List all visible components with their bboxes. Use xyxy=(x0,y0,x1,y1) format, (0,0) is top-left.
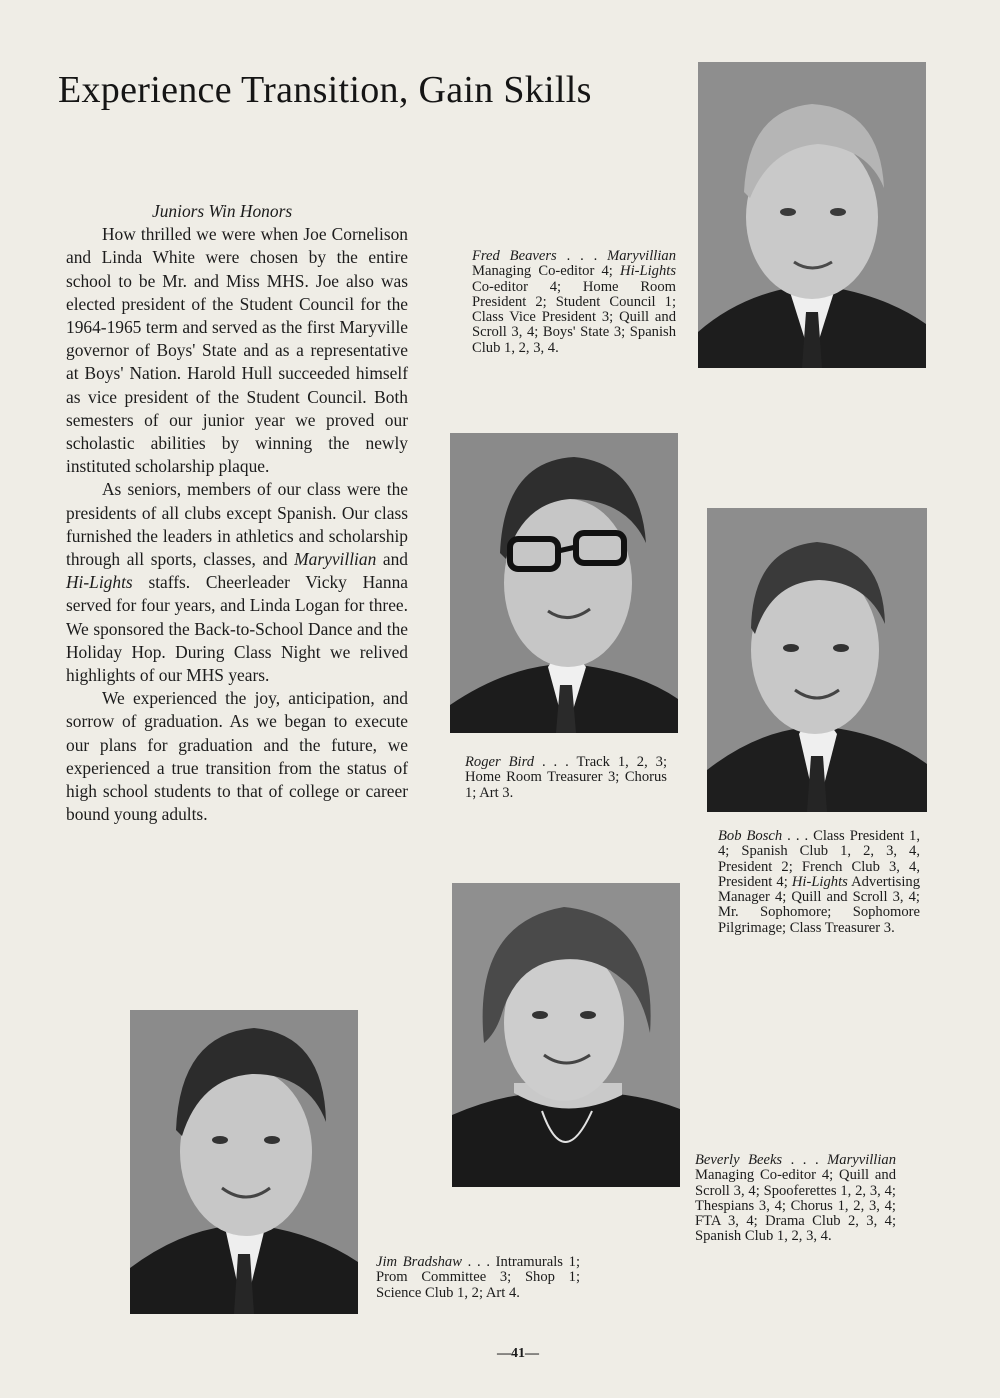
portrait-photo-beverly-beeks xyxy=(452,883,680,1187)
caption-fred-beavers xyxy=(472,249,676,356)
caption-text: Co-editor 4; Home Room President 2; Student Council 1; Class Vice President 3; Quill and Scroll 3, 4; Boys' State 3; Spanish Club 1, 2, 3, 4. xyxy=(472,278,676,356)
section-subtitle: Juniors Win Honors xyxy=(152,201,293,221)
student-name: Bob Bosch xyxy=(718,828,783,844)
portrait-photo-fred-beavers xyxy=(698,62,926,368)
caption-beverly-beeks xyxy=(695,1153,896,1245)
caption-roger-bird xyxy=(465,755,667,801)
caption-text: Managing Co-editor 4; Quill and Scroll 3, 4; Spooferettes 1, 2, 3, 4; Thespians 3, 4; Chorus 1, 2, 3, 4; FTA 3, 4; Drama Club 2, 3, 4; Spanish Club 1, 2, 3, 4. xyxy=(695,1167,896,1245)
student-name: Beverly Beeks xyxy=(695,1152,783,1168)
paragraph-3-text: We experienced the joy, anticipation, and sorrow of graduation. As we began to execute our plans for graduation and the future, we experienced a true transition from the status of high school students to that of college or career bound young adults. xyxy=(66,688,408,825)
caption-text: . . . Intramurals 1; Prom Committee 3; Shop 1; Science Club 1, 2; Art 4. xyxy=(376,1254,580,1301)
publication-name: Maryvillian xyxy=(827,1152,897,1168)
caption-text: . . . xyxy=(782,1152,828,1168)
caption-text: Advertising Manager 4; Quill and Scroll 3, 4; Mr. Sophomore; Sophomore Pilgrimage; Class Treasurer 3. xyxy=(718,873,921,936)
paragraph-1 xyxy=(66,223,408,478)
student-name: Fred Beavers xyxy=(472,248,557,264)
paragraph-2-text-c: staffs. Cheerleader Vicky Hanna served for four years, and Linda Logan for three. We sponsored the Back-to-School Dance and the Holiday Hop. During Class Night we relived highlights of our MHS years. xyxy=(66,572,408,686)
publication-name: Hi-Lights xyxy=(66,572,133,593)
student-name: Roger Bird xyxy=(465,754,535,770)
portrait-photo-jim-bradshaw xyxy=(130,1010,358,1314)
publication-name: Maryvillian xyxy=(294,549,377,570)
page-title: Experience Transition, Gain Skills xyxy=(58,69,592,111)
portrait-photo-bob-bosch xyxy=(707,508,927,812)
caption-text: Managing Co-editor 4; xyxy=(472,263,621,280)
paragraph-1-text: How thrilled we were when Joe Cornelison and Linda White were chosen by the entire school to be Mr. and Miss MHS. Joe also was elected president of the Student Council for the 1964-1965 term and served as the first Maryville governor of Boys' State and as a representative at Boys' Nation. Harold Hull succeeded himself as vice president of the Student Council. Both semesters of our junior year we proved our scholastic abilities by winning the newly instituted scholarship plaque. xyxy=(66,224,408,477)
caption-jim-bradshaw xyxy=(376,1255,580,1301)
page-number: —41— xyxy=(497,1346,539,1361)
student-name: Jim Bradshaw xyxy=(376,1254,462,1270)
paragraph-2-text-b: and xyxy=(376,549,408,570)
publication-name: Maryvillian xyxy=(607,248,676,264)
paragraph-2-text-a: As seniors, members of our class were the presidents of all clubs except Spanish. Our class furnished the leaders in athletics and scholarship through all sports, classes, and xyxy=(66,479,408,570)
article-body xyxy=(66,200,408,826)
caption-text: . . . xyxy=(556,248,608,264)
publication-name: Hi-Lights xyxy=(620,263,676,280)
caption-text: . . . Track 1, 2, 3; Home Room Treasurer 3; Chorus 1; Art 3. xyxy=(465,754,668,801)
caption-text: . . . Class President 1, 4; Spanish Club 1, 2, 3, 4, President 2; French Club 3, 4, President 4; xyxy=(718,828,920,890)
portrait-photo-roger-bird xyxy=(450,433,678,733)
paragraph-2 xyxy=(66,478,408,687)
paragraph-3 xyxy=(66,687,408,826)
caption-bob-bosch xyxy=(718,829,920,936)
publication-name: Hi-Lights xyxy=(791,873,848,890)
